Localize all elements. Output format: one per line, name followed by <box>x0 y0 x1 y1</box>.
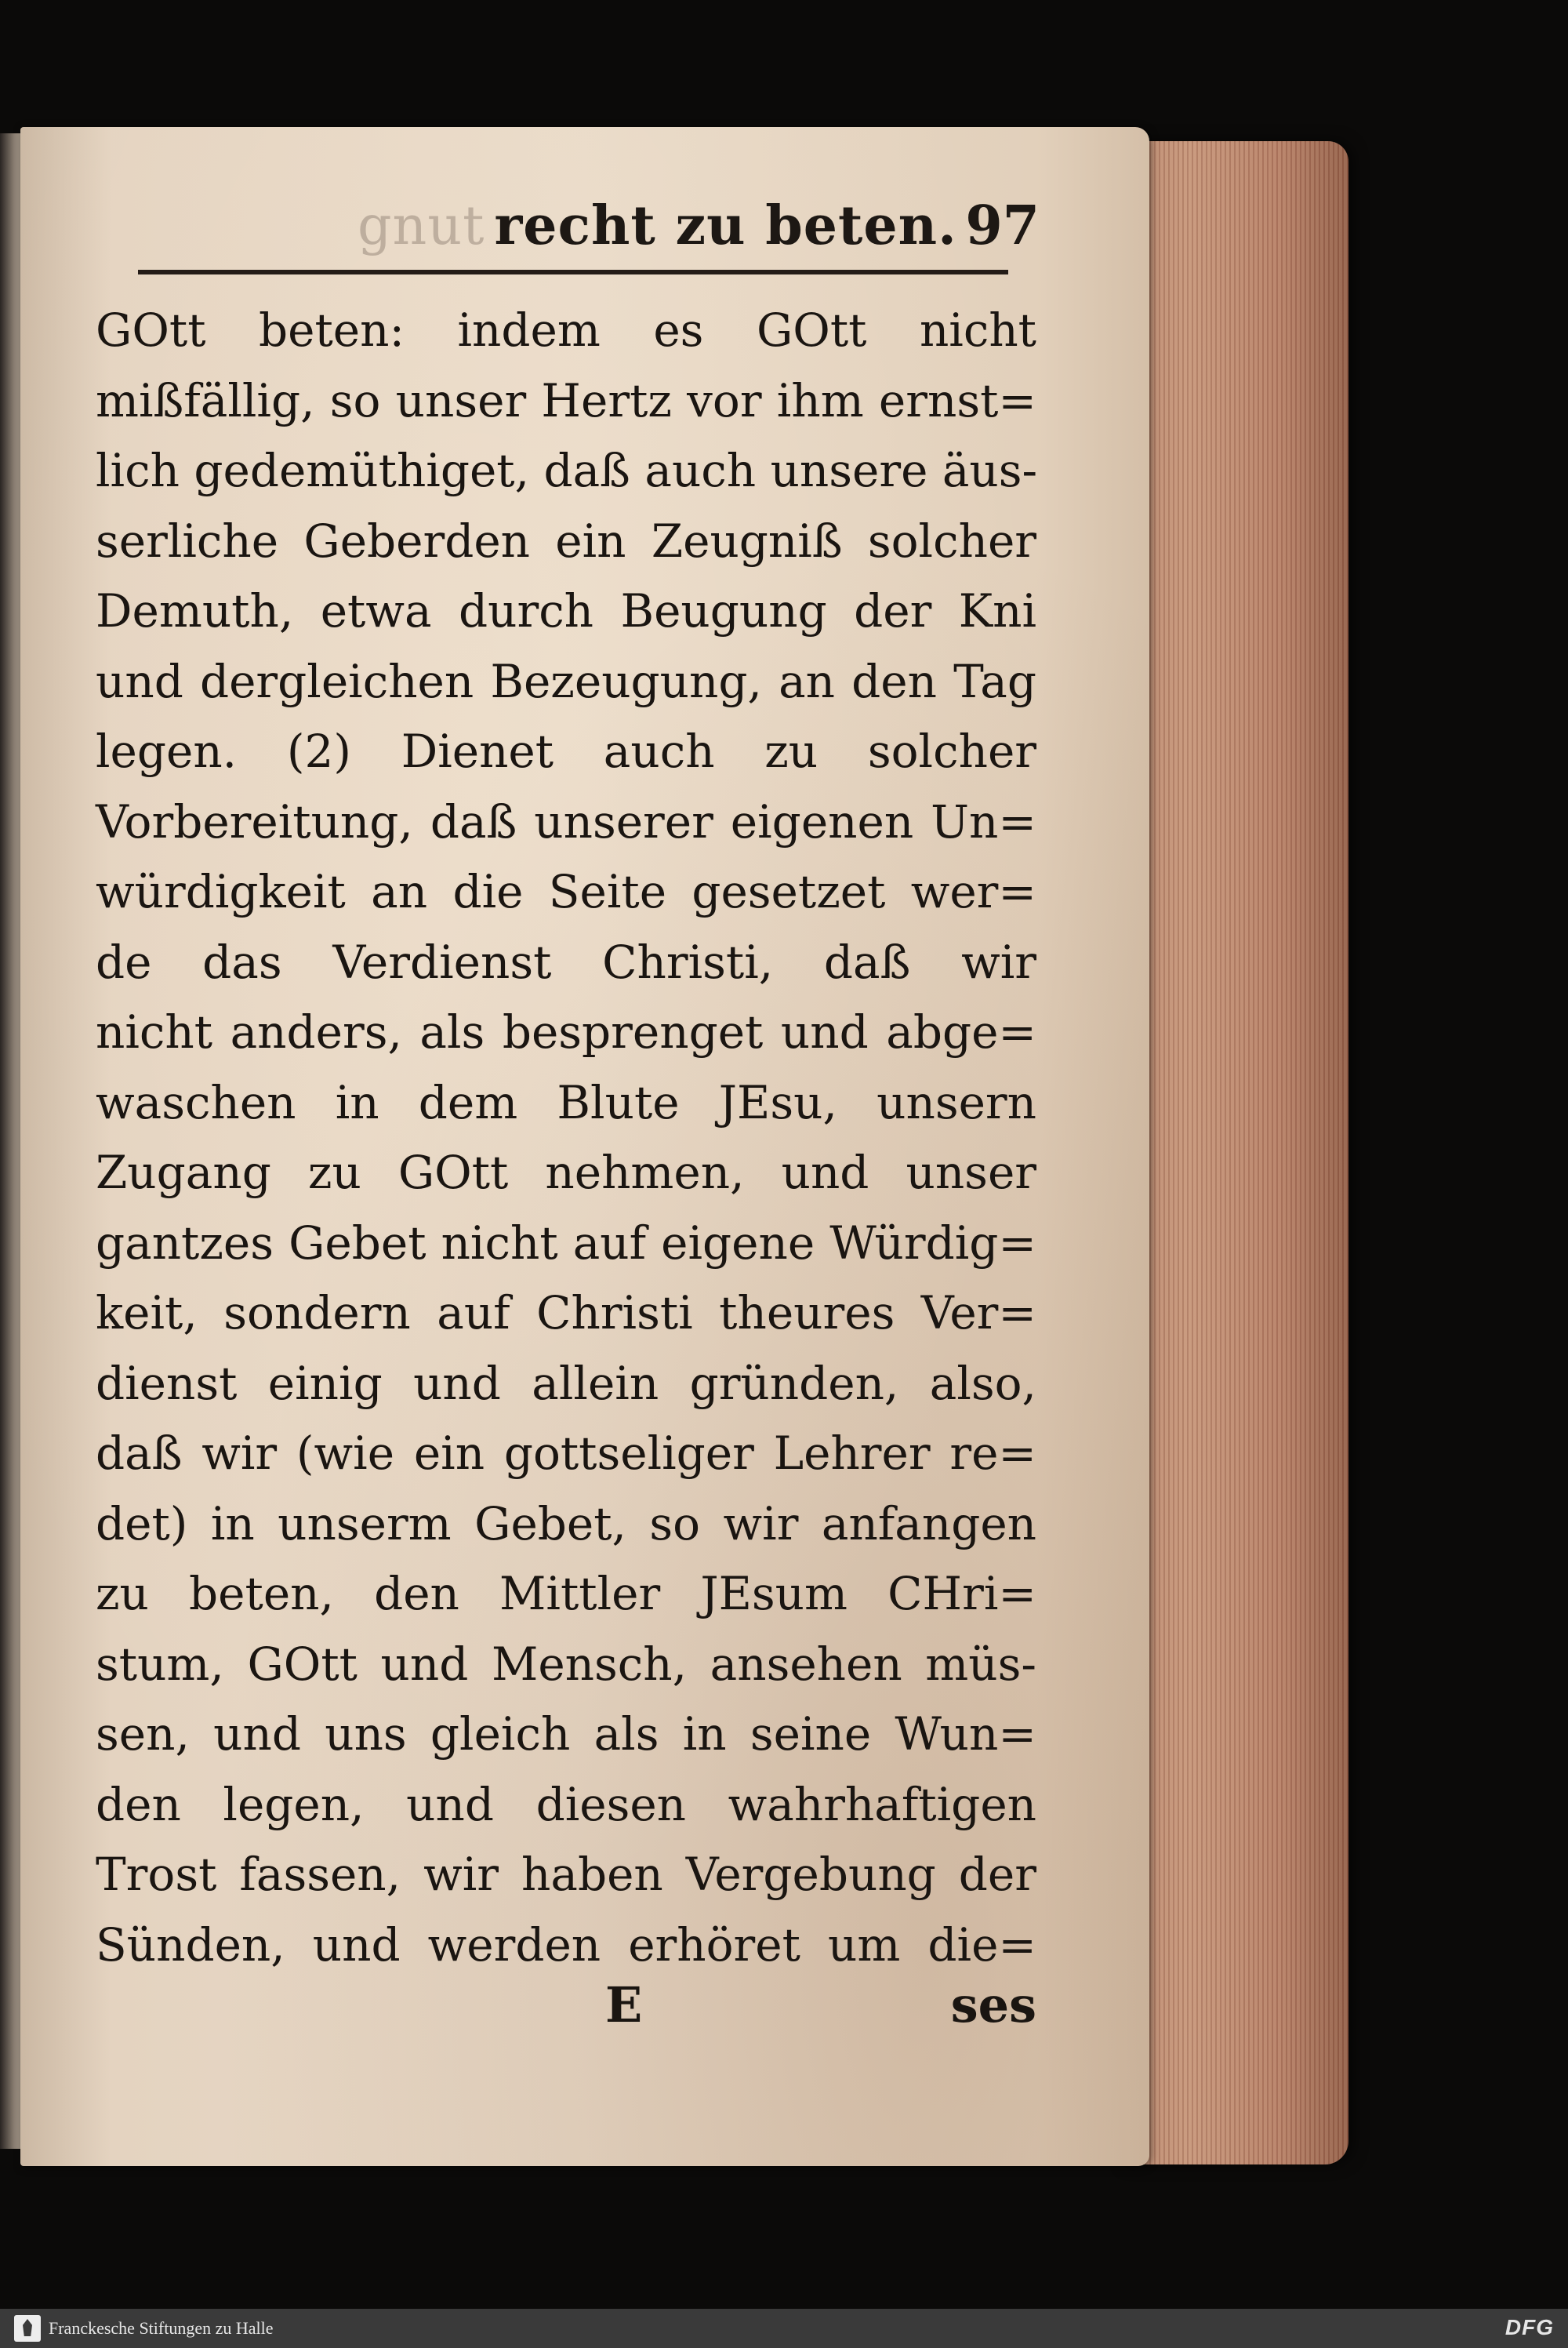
dfg-logo: DFG <box>1504 2315 1554 2339</box>
text-line: Vorbereitung, daß unserer eigenen Un= <box>96 794 1036 849</box>
text-line: Zugang zu GOtt nehmen, und unser <box>96 1146 1036 1199</box>
book-page <box>20 127 1149 2166</box>
text-line: dienst einig und allein gründen, also, <box>96 1356 1036 1410</box>
page-number: 97 <box>965 194 1040 257</box>
running-head-text: recht zu beten. <box>494 194 957 257</box>
text-line: lich gedemüthiget, daß auch unsere äus- <box>96 444 1038 497</box>
running-head <box>138 188 1040 259</box>
text-line: keit, sondern auf Christi theures Ver= <box>96 1286 1036 1339</box>
text-line: de das Verdienst Christi, daß wir <box>96 935 1036 989</box>
text-line: mißfällig, so unser Hertz vor ihm ernst= <box>96 373 1036 427</box>
book-fore-edge <box>1121 141 1348 2164</box>
text-line: Trost fassen, wir haben Vergebung der <box>96 1848 1036 1901</box>
footer-credit: Franckesche Stiftungen zu Halle <box>49 2318 274 2338</box>
text-line: und dergleichen Bezeugung, an den Tag <box>96 654 1036 708</box>
text-line: sen, und uns gleich als in seine Wun= <box>96 1707 1036 1761</box>
footer-bar <box>0 2309 1568 2348</box>
body-text <box>96 296 1036 1980</box>
signature-mark: E <box>605 1976 643 2034</box>
text-line: stum, GOtt und Mensch, ansehen müs- <box>96 1637 1036 1691</box>
catchword: ses <box>950 1976 1036 2034</box>
text-line: waschen in dem Blute JEsu, unsern <box>96 1075 1036 1129</box>
text-line: Sünden, und werden erhöret um die= <box>96 1917 1036 1972</box>
text-line: det) in unserm Gebet, so wir anfangen <box>96 1496 1036 1550</box>
show-through-text: gnut <box>358 195 485 257</box>
text-line: Demuth, etwa durch Beugung der Kni <box>96 584 1036 638</box>
institution-logo-icon <box>14 2315 41 2342</box>
text-line: würdigkeit an die Seite gesetzet wer= <box>96 865 1036 918</box>
text-line: legen. (2) Dienet auch zu solcher <box>96 725 1036 778</box>
text-line: serliche Geberden ein Zeugniß solcher <box>96 514 1036 568</box>
signature-catchword-line <box>96 1976 1036 2047</box>
running-head-title <box>358 194 957 257</box>
text-line: daß wir (wie ein gottseliger Lehrer re= <box>96 1427 1036 1480</box>
text-line: nicht anders, als besprenget und abge= <box>96 1005 1036 1059</box>
text-line: zu beten, den Mittler JEsum CHri= <box>96 1567 1036 1620</box>
text-line: den legen, und diesen wahrhaftigen <box>96 1777 1036 1831</box>
text-line: gantzes Gebet nicht auf eigene Würdig= <box>96 1216 1036 1270</box>
header-rule <box>138 270 1008 274</box>
text-line: GOtt beten: indem es GOtt nicht <box>96 303 1036 357</box>
